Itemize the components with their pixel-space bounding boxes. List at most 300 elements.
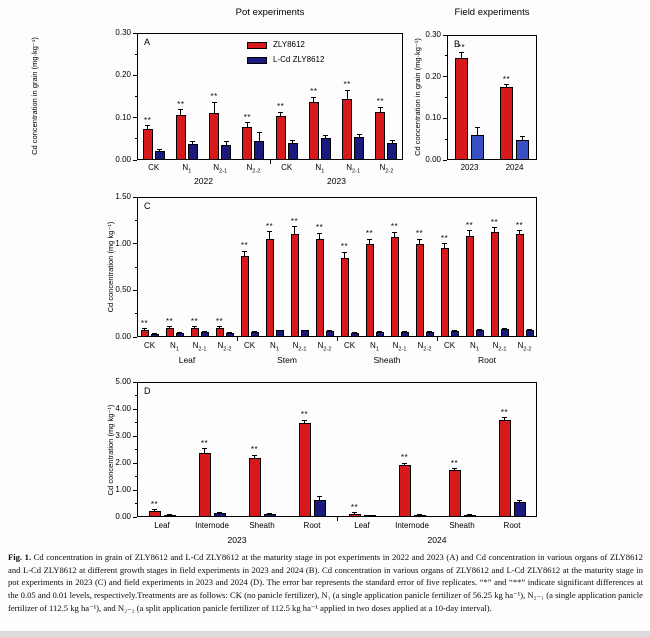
x-category-label: $N_1$	[470, 341, 479, 353]
error-bar-cap	[402, 331, 407, 332]
y-minor-tick	[135, 449, 138, 450]
y-tick-label: 5.00	[115, 377, 131, 386]
bar-zly8612	[349, 514, 361, 517]
x-category-label: Leaf	[354, 521, 370, 530]
significance-marker: **	[390, 222, 399, 232]
y-minor-tick	[135, 422, 138, 423]
significance-marker: **	[440, 233, 449, 243]
significance-marker: **	[190, 316, 199, 326]
x-category-label: CK	[281, 163, 293, 172]
field-experiments-title: Field experiments	[454, 7, 530, 18]
error-bar-cap	[242, 251, 247, 252]
bar-lcd-zly8612	[516, 140, 529, 160]
x-group-label: Root	[478, 355, 496, 365]
legend-label-zly8612: ZLY8612	[273, 40, 305, 49]
significance-marker: **	[515, 220, 524, 230]
error-bar-cap	[517, 230, 522, 231]
error-bar-cap	[217, 326, 222, 327]
x-category-label: $N_{2-2}$	[417, 341, 432, 353]
error-bar-line	[419, 239, 420, 244]
error-bar-cap	[317, 233, 322, 234]
error-bar-cap	[378, 107, 383, 108]
bar-zly8612	[491, 232, 499, 337]
error-bar-line	[380, 107, 381, 112]
error-bar-cap	[167, 326, 172, 327]
y-tick	[443, 160, 447, 161]
significance-marker: **	[310, 87, 318, 97]
error-bar-line	[369, 239, 370, 244]
bar-lcd-zly8612	[288, 143, 298, 160]
y-tick-label: 0.50	[115, 285, 131, 295]
y-tick	[133, 436, 137, 437]
bar-lcd-zly8612	[176, 333, 184, 337]
y-tick	[133, 197, 137, 198]
x-category-label: $N_{2-1}$	[346, 163, 361, 175]
error-bar-cap	[502, 417, 507, 418]
pot-experiments-title: Pot experiments	[235, 7, 305, 18]
significance-marker: **	[457, 42, 466, 52]
bar-lcd-zly8612	[514, 502, 526, 517]
bar-lcd-zly8612	[164, 515, 176, 517]
bar-zly8612	[449, 470, 461, 517]
significance-marker: **	[200, 438, 209, 448]
bar-lcd-zly8612	[314, 500, 326, 517]
x-category-label: 2023	[460, 163, 479, 172]
error-bar-cap	[202, 448, 207, 449]
error-bar-cap	[152, 333, 157, 334]
error-bar-cap	[442, 243, 447, 244]
x-category-label: Sheath	[449, 521, 475, 530]
y-minor-tick	[445, 139, 448, 140]
bar-zly8612	[166, 328, 174, 337]
legend-label-lcd-zly8612: L-Cd ZLY8612	[273, 55, 325, 64]
significance-marker: **	[343, 80, 351, 90]
bar-zly8612	[176, 115, 186, 160]
error-bar-line	[394, 232, 395, 237]
x-group-label: 2024	[427, 535, 447, 545]
bar-zly8612	[249, 458, 261, 517]
x-category-label: $N_1$	[270, 341, 279, 353]
y-tick-label: 0.00	[115, 155, 131, 164]
significance-marker: **	[210, 92, 218, 102]
bar-zly8612	[141, 330, 149, 337]
figure-caption	[8, 551, 643, 615]
bar-lcd-zly8612	[401, 332, 409, 337]
error-bar-cap	[145, 125, 150, 126]
error-bar-cap	[290, 140, 295, 141]
significance-marker: **	[177, 99, 185, 109]
error-bar-line	[204, 449, 205, 453]
bar-lcd-zly8612	[201, 332, 209, 337]
bar-zly8612	[391, 237, 399, 337]
significance-marker: **	[240, 241, 249, 251]
x-category-label: CK	[343, 341, 356, 350]
significance-marker: **	[265, 221, 274, 231]
y-minor-tick	[135, 138, 138, 139]
figure-caption-label: Fig. 1.	[8, 552, 32, 562]
x-category-label: $N_{2-2}$	[317, 341, 332, 353]
error-bar-line	[347, 90, 348, 98]
bar-lcd-zly8612	[155, 151, 165, 160]
bar-lcd-zly8612	[151, 334, 159, 337]
error-bar-line	[461, 53, 462, 58]
bar-zly8612	[199, 453, 211, 517]
error-bar-cap	[492, 227, 497, 228]
error-bar-cap	[302, 420, 307, 421]
x-category-label: 2024	[505, 163, 524, 172]
significance-marker: **	[340, 242, 349, 252]
panel-c-y-axis-label: Cd concentration (mg kg⁻¹)	[106, 221, 115, 313]
y-tick	[133, 33, 137, 34]
x-category-label: $N_1$	[170, 341, 179, 353]
error-bar-cap	[311, 97, 316, 98]
bar-lcd-zly8612	[264, 514, 276, 517]
y-tick	[133, 463, 137, 464]
bar-zly8612	[241, 256, 249, 337]
x-group-boundary-tick	[337, 517, 338, 521]
x-category-label: $N_{2-1}$	[492, 341, 507, 353]
y-minor-tick	[445, 97, 448, 98]
significance-marker: **	[500, 407, 509, 417]
error-bar-cap	[520, 136, 525, 137]
y-tick-label: 1.00	[115, 238, 131, 248]
error-bar-cap	[502, 328, 507, 329]
error-bar-line	[313, 97, 314, 101]
bar-zly8612	[375, 112, 385, 160]
y-tick	[133, 290, 137, 291]
bar-zly8612	[276, 116, 286, 160]
y-tick	[133, 409, 137, 410]
y-tick-label: 0.30	[425, 30, 441, 39]
error-bar-cap	[157, 149, 162, 150]
bar-lcd-zly8612	[251, 332, 259, 337]
y-tick-label: 1.00	[115, 485, 131, 494]
bar-lcd-zly8612	[501, 329, 509, 337]
y-minor-tick	[135, 54, 138, 55]
error-bar-cap	[317, 496, 322, 497]
significance-marker: **	[465, 220, 474, 230]
y-tick	[443, 118, 447, 119]
error-bar-cap	[152, 509, 157, 510]
y-tick-label: 0.20	[115, 70, 131, 80]
error-bar-cap	[467, 230, 472, 231]
error-bar-cap	[267, 513, 272, 514]
panel-c-label: C	[144, 201, 151, 211]
bar-lcd-zly8612	[321, 138, 331, 160]
significance-marker: **	[243, 112, 251, 122]
error-bar-cap	[527, 329, 532, 330]
significance-marker: **	[450, 458, 459, 468]
y-tick	[133, 337, 137, 338]
bar-zly8612	[366, 244, 374, 337]
significance-marker: **	[144, 115, 152, 125]
x-category-label: Root	[503, 521, 521, 530]
error-bar-cap	[402, 463, 407, 464]
y-minor-tick	[135, 313, 138, 314]
x-category-label: CK	[443, 341, 456, 350]
error-bar-cap	[417, 239, 422, 240]
y-tick-label: 0.10	[425, 113, 441, 123]
significance-marker: **	[300, 410, 309, 420]
error-bar-line	[180, 110, 181, 115]
bar-zly8612	[216, 328, 224, 337]
panel-b-label: B	[454, 39, 461, 49]
error-bar-cap	[342, 252, 347, 253]
y-tick	[133, 382, 137, 383]
significance-marker: **	[140, 318, 149, 328]
y-tick-label: 0.00	[115, 512, 131, 521]
error-bar-cap	[245, 122, 250, 123]
y-tick-label: 4.00	[115, 404, 131, 413]
error-bar-line	[494, 228, 495, 233]
bar-lcd-zly8612	[387, 143, 397, 160]
error-bar-cap	[227, 332, 232, 333]
error-bar-cap	[459, 52, 464, 53]
error-bar-line	[469, 231, 470, 237]
error-bar-cap	[167, 514, 172, 515]
x-category-label: CK	[243, 341, 256, 350]
x-category-label: Root	[303, 521, 321, 530]
error-bar-cap	[192, 326, 197, 327]
error-bar-cap	[277, 330, 282, 331]
x-category-label: Leaf	[154, 521, 170, 530]
x-category-label: Internode	[395, 521, 429, 530]
bar-zly8612	[291, 234, 299, 337]
error-bar-cap	[327, 330, 332, 331]
page-bottom-edge	[0, 631, 650, 637]
error-bar-cap	[302, 330, 307, 331]
error-bar-line	[214, 102, 215, 113]
y-tick	[443, 35, 447, 36]
x-category-label: $N_1$	[370, 341, 379, 353]
panel-a-label: A	[144, 37, 151, 47]
figure-caption-text: Cd concentration in grain of ZLY8612 and L-Cd ZLY8612 at the maturity stage in pot experiments in 2022 and 2023 (A) and Cd concentration in various organs of ZLY8612 and L-Cd ZLY8612 at different growth stages in field experiments in 2023 and 2024 (B). Cd concentration in various organs of ZLY8612 and L-Cd ZLY8612 at the maturity stage in pot experiments in 2023 (C) and field experiments in 2023 and 2024 (D). The error bar represents the standard error of five replicates. “*” and “**” indicate significant differences at the 0.05 and 0.01 levels, respectively.Treatments are as follows: CK (no panicle fertilizer), N₁ (a single application panicle fertilizer of 56.25 kg ha⁻¹), N₂₋₁ (a single application panicle fertilizer of 112.5 kg ha⁻¹), and N₂₋₂ (a split application panicle fertilizer of 112.5 kg ha⁻¹ applied in two doses applied at a 10-day interval).	[8, 552, 643, 613]
y-minor-tick	[135, 503, 138, 504]
bar-lcd-zly8612	[226, 333, 234, 337]
error-bar-cap	[252, 455, 257, 456]
bar-zly8612	[399, 465, 411, 517]
error-bar-cap	[267, 231, 272, 232]
y-minor-tick	[445, 55, 448, 56]
significance-marker: **	[150, 499, 159, 509]
error-bar-line	[477, 127, 478, 135]
bar-zly8612	[416, 244, 424, 337]
error-bar-cap	[345, 90, 350, 91]
y-tick-label: 0.10	[115, 112, 131, 122]
y-tick	[133, 160, 137, 161]
y-tick	[133, 517, 137, 518]
x-category-label: Internode	[195, 521, 229, 530]
bar-lcd-zly8612	[354, 137, 364, 160]
error-bar-line	[259, 132, 260, 140]
error-bar-cap	[467, 514, 472, 515]
y-tick-label: 0.00	[425, 155, 441, 164]
bar-lcd-zly8612	[464, 515, 476, 517]
bar-lcd-zly8612	[276, 330, 284, 337]
error-bar-line	[147, 126, 148, 129]
error-bar-cap	[352, 332, 357, 333]
panel-d-label: D	[144, 386, 151, 396]
error-bar-cap	[417, 514, 422, 515]
panel-d-frame	[137, 382, 537, 517]
x-group-label: Stem	[277, 355, 297, 365]
error-bar-cap	[392, 232, 397, 233]
bar-lcd-zly8612	[471, 135, 484, 160]
error-bar-cap	[477, 329, 482, 330]
error-bar-cap	[390, 140, 395, 141]
bar-zly8612	[209, 113, 219, 160]
y-minor-tick	[135, 267, 138, 268]
error-bar-line	[269, 232, 270, 239]
panel-a-y-axis-label: Cd concentration in grain (mg·kg⁻¹)	[30, 37, 39, 155]
x-category-label: $N_{2-2}$	[379, 163, 394, 175]
significance-marker: **	[490, 217, 499, 227]
significance-marker: **	[415, 229, 424, 238]
error-bar-cap	[504, 84, 509, 85]
x-category-label: CK	[148, 163, 160, 172]
error-bar-cap	[452, 330, 457, 331]
y-minor-tick	[135, 476, 138, 477]
error-bar-cap	[427, 331, 432, 332]
error-bar-line	[280, 112, 281, 116]
error-bar-line	[319, 233, 320, 239]
bar-lcd-zly8612	[376, 332, 384, 337]
error-bar-cap	[190, 141, 195, 142]
error-bar-cap	[142, 328, 147, 329]
bar-zly8612	[466, 236, 474, 337]
significance-marker: **	[215, 316, 224, 326]
x-category-label: $N_{2-1}$	[292, 341, 307, 353]
error-bar-line	[244, 251, 245, 256]
x-category-label: CK	[143, 341, 156, 350]
bar-lcd-zly8612	[426, 332, 434, 337]
y-tick-label: 0.20	[425, 71, 441, 81]
x-group-label: Sheath	[373, 355, 401, 365]
x-category-label: $N_1$	[315, 163, 325, 175]
bar-zly8612	[341, 258, 349, 337]
error-bar-cap	[452, 468, 457, 469]
y-tick	[133, 490, 137, 491]
bar-lcd-zly8612	[414, 515, 426, 517]
error-bar-cap	[252, 331, 257, 332]
panel-d-y-axis-label: Cd concentration (mg kg⁻¹)	[106, 404, 115, 496]
bar-zly8612	[143, 129, 153, 160]
y-tick	[133, 75, 137, 76]
x-group-label: Leaf	[178, 355, 196, 365]
error-bar-cap	[352, 512, 357, 513]
bar-zly8612	[342, 99, 352, 160]
bar-lcd-zly8612	[526, 330, 534, 337]
bar-zly8612	[242, 127, 252, 160]
x-category-label: Sheath	[249, 521, 275, 530]
y-tick-label: 1.50	[115, 192, 131, 201]
bar-zly8612	[499, 420, 511, 517]
error-bar-line	[519, 231, 520, 235]
y-tick-label: 2.00	[115, 458, 131, 467]
x-group-label: 2022	[194, 176, 213, 186]
bar-lcd-zly8612	[188, 144, 198, 160]
error-bar-cap	[475, 127, 480, 128]
significance-marker: **	[290, 216, 299, 226]
y-tick-label: 0.30	[115, 28, 131, 37]
bar-zly8612	[299, 423, 311, 517]
bar-lcd-zly8612	[326, 331, 334, 337]
bar-zly8612	[516, 234, 524, 337]
y-tick-label: 3.00	[115, 431, 131, 440]
error-bar-cap	[202, 331, 207, 332]
bar-zly8612	[266, 239, 274, 337]
significance-marker: **	[365, 229, 374, 238]
y-minor-tick	[135, 220, 138, 221]
y-minor-tick	[135, 395, 138, 396]
error-bar-cap	[278, 112, 283, 113]
bar-zly8612	[500, 87, 513, 160]
bar-zly8612	[316, 239, 324, 337]
panel-b-y-axis-label: Cd concentration in grain (mg·kg⁻¹)	[413, 38, 422, 156]
bar-zly8612	[149, 511, 161, 517]
bar-zly8612	[441, 248, 449, 337]
x-category-label: $N_{2-2}$	[217, 341, 232, 353]
error-bar-line	[226, 142, 227, 145]
error-bar-cap	[323, 135, 328, 136]
bar-lcd-zly8612	[476, 330, 484, 337]
x-category-label: $N_{2-1}$	[192, 341, 207, 353]
x-group-label: 2023	[327, 176, 346, 186]
y-tick	[133, 117, 137, 118]
y-minor-tick	[135, 96, 138, 97]
bar-lcd-zly8612	[254, 141, 264, 160]
error-bar-cap	[212, 102, 217, 103]
x-category-label: $N_{2-1}$	[392, 341, 407, 353]
x-category-label: $N_{2-2}$	[246, 163, 261, 175]
error-bar-cap	[367, 515, 372, 516]
error-bar-cap	[292, 226, 297, 227]
error-bar-cap	[357, 134, 362, 135]
bar-lcd-zly8612	[301, 330, 309, 337]
error-bar-cap	[257, 132, 262, 133]
error-bar-cap	[517, 500, 522, 501]
error-bar-line	[344, 252, 345, 258]
y-tick-label: 0.00	[115, 332, 131, 341]
error-bar-cap	[178, 109, 183, 110]
error-bar-cap	[224, 141, 229, 142]
bar-lcd-zly8612	[451, 331, 459, 337]
error-bar-cap	[367, 239, 372, 240]
x-category-label: $N_1$	[182, 163, 192, 175]
x-category-label: $N_{2-2}$	[517, 341, 532, 353]
error-bar-cap	[217, 512, 222, 513]
x-group-label: 2023	[227, 535, 247, 545]
y-tick	[443, 76, 447, 77]
error-bar-line	[247, 123, 248, 127]
bar-zly8612	[309, 102, 319, 160]
significance-marker: **	[165, 316, 174, 326]
bar-lcd-zly8612	[214, 513, 226, 517]
y-tick	[133, 243, 137, 244]
error-bar-line	[444, 244, 445, 249]
significance-marker: **	[400, 453, 409, 463]
significance-marker: **	[277, 102, 285, 112]
error-bar-cap	[177, 332, 182, 333]
significance-marker: **	[502, 74, 511, 84]
significance-marker: **	[315, 223, 324, 233]
significance-marker: **	[376, 97, 384, 107]
bar-zly8612	[455, 58, 468, 160]
bar-lcd-zly8612	[221, 145, 231, 160]
x-category-label: $N_{2-1}$	[213, 163, 228, 175]
bar-zly8612	[191, 328, 199, 337]
error-bar-line	[294, 227, 295, 234]
